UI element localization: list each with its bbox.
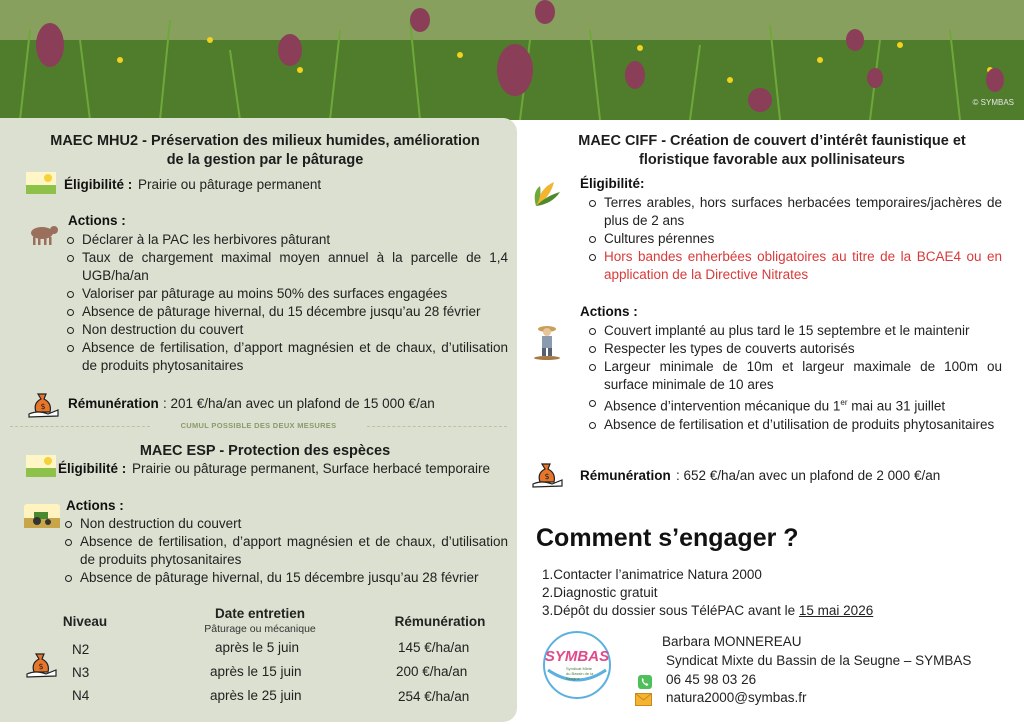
svg-text:$: $ — [38, 662, 44, 671]
contact-name: Barbara MONNEREAU — [662, 634, 802, 649]
mhu2-eligibility-value: Prairie ou pâturage permanent — [138, 177, 322, 192]
list-item: Déclarer à la PAC les herbivores pâturant — [66, 231, 508, 249]
mhu2-actions-label: Actions : — [68, 213, 126, 228]
list-item: Absence de fertilisation et d’utilisation de produits phytosanitaires — [588, 416, 1002, 434]
ciff-actions-list — [588, 322, 1002, 434]
money-bag-hand-icon — [532, 460, 564, 488]
right-panel — [520, 118, 1024, 722]
list-item: Non destruction du couvert — [64, 515, 508, 533]
list-item: Respecter les types de couverts autorisés — [588, 340, 1002, 358]
list-item: 3.Dépôt du dossier sous TéléPAC avant le 15 mai 2026 — [542, 603, 874, 618]
table-header-date-sub: Pâturage ou mécanique — [204, 623, 316, 635]
logo-text: SYMBAS — [544, 648, 610, 665]
ciff-eligibility-list — [588, 194, 1002, 284]
farmer-icon — [532, 322, 562, 360]
photo-credit: © SYMBAS — [972, 98, 1014, 107]
cumul-text: CUMUL POSSIBLE DES DEUX MESURES — [180, 421, 337, 430]
list-item: Absence de pâturage hivernal, du 15 décembre jusqu’au 28 février — [66, 303, 508, 321]
ciff-eligibility-label: Éligibilité: — [580, 176, 645, 191]
engage-steps — [542, 566, 1012, 620]
table-header-remuneration: Rémunération — [394, 614, 486, 629]
contact-org: Syndicat Mixte du Bassin de la Seugne – SYMBAS — [666, 653, 972, 668]
list-item: Absence d’intervention mécanique du 1er mai au 31 juillet — [588, 394, 1002, 416]
esp-eligibility-label: Éligibilité : — [58, 461, 127, 476]
mhu2-title: MAEC MHU2 - Préservation des milieux humides, amélioration de la gestion par le pâturage — [50, 133, 480, 168]
list-item: Non destruction du couvert — [66, 321, 508, 339]
meadow-icon — [26, 172, 56, 194]
banner-photo — [0, 0, 1024, 120]
mhu2-remuneration-value: : 201 €/ha/an avec un plafond de 15 000 €/an — [163, 396, 435, 411]
ciff-actions-label: Actions : — [580, 304, 638, 319]
table-header-date: Date entretien — [214, 606, 306, 621]
phone-icon — [638, 675, 652, 689]
list-item: Valoriser par pâturage au moins 50% des surfaces engagées — [66, 285, 508, 303]
list-item: Absence de fertilisation, d’apport magnésien et de chaux, d’utilisation de produits phytosanitaires — [64, 533, 508, 569]
list-item: 1.Contacter l’animatrice Natura 2000 — [542, 567, 762, 582]
email-icon — [635, 693, 652, 706]
list-item: Absence de fertilisation, d’apport magnésien et de chaux, d’utilisation de produits phytosanitaires — [66, 339, 508, 375]
esp-actions-label: Actions : — [66, 498, 124, 513]
list-item-red: Hors bandes enherbées obligatoires au titre de la BCAE4 ou en application de la Directive Nitrates — [588, 248, 1002, 284]
ciff-remuneration-value: : 652 €/ha/an avec un plafond de 2 000 €/an — [676, 468, 941, 483]
list-item: 2.Diagnostic gratuit — [542, 585, 658, 600]
mhu2-remuneration-label: Rémunération — [68, 396, 159, 411]
cumul-divider — [0, 420, 517, 434]
mhu2-actions-list — [66, 231, 508, 375]
list-item: Taux de chargement maximal moyen annuel à la parcelle de 1,4 UGB/ha/an — [66, 249, 508, 285]
left-panel: MAEC MHU2 - Préservation des milieux humides, amélioration de la gestion par le pâturage Éligibilité : Prairie ou pâturage permanent Actions : Déclarer à la PAC les herbivores pâturant Taux de chargement maximal moyen annuel à la parcelle de 1,4 UGB/ha/an Valoriser par pâturage au moins 50% des surfaces engagées Absence de pâturage hivernal, du 15 décembre jusqu’au 28 février Non destruction du couvert Absence de fertilisation, d’apport magnésien et de chaux, d’utilisation de produits phytosanitaires $ Rémunération : 201 €/ha/an avec un plafond de 15 000 €/an CUMUL POSSIBLE DES DEUX MESURES MAEC ESP - Protection des espèces Éligibilité : Prairie ou pâturage permanent, Surface herbacé temporaire Actions : Non destruction du couvert Absence de fertilisation, d’apport magnésien et de chaux, d’utilisation de produits phytosanitaires Absence de pâturage hivernal, du 15 décembre jusqu’au 28 février Niveau Date entretien Pâturage ou mécanique Rémunération $ N2 après le 5 juin 145 €/ha/an N3 après le 15 juin 200 €/ha/an N4 après le 25 juin 254 €/ha/an — [0, 118, 517, 722]
contact-phone[interactable]: 06 45 98 03 26 — [666, 672, 757, 687]
list-item: Couvert implanté au plus tard le 15 septembre et le maintenir — [588, 322, 1002, 340]
esp-title: MAEC ESP - Protection des espèces — [139, 443, 391, 459]
mhu2-eligibility-label: Éligibilité : — [64, 177, 133, 192]
meadow-flowers-image — [0, 0, 1024, 120]
meadow-icon — [26, 455, 56, 477]
list-item: Cultures pérennes — [588, 230, 1002, 248]
tractor-field-icon — [24, 504, 60, 528]
engage-title: Comment s’engager ? — [536, 524, 799, 552]
svg-text:$: $ — [40, 402, 46, 411]
ciff-remuneration-label: Rémunération — [580, 468, 671, 483]
cow-icon — [26, 222, 60, 246]
svg-text:$: $ — [544, 472, 550, 481]
contact-email[interactable]: natura2000@symbas.fr — [666, 690, 807, 705]
symbas-logo — [540, 630, 614, 700]
list-item: Absence de pâturage hivernal, du 15 décembre jusqu’au 28 février — [64, 569, 508, 587]
esp-actions-list — [64, 515, 508, 587]
corn-icon — [530, 178, 564, 210]
money-bag-hand-icon — [26, 650, 58, 678]
list-item: Largeur minimale de 10m et largeur maximale de 100m ou surface minimale de 10 ares — [588, 358, 1002, 394]
table-header-niveau: Niveau — [62, 614, 108, 629]
ciff-title: MAEC CIFF - Création de couvert d’intérêt faunistique et floristique favorable aux pollinisateurs — [578, 133, 966, 168]
logo-subtext: Syndicat Mixte du Bassin de la Seugne — [566, 666, 594, 681]
esp-eligibility-value: Prairie ou pâturage permanent, Surface herbacé temporaire — [132, 461, 490, 476]
money-bag-hand-icon — [28, 390, 60, 418]
list-item: Terres arables, hors surfaces herbacées temporaires/jachères de plus de 2 ans — [588, 194, 1002, 230]
